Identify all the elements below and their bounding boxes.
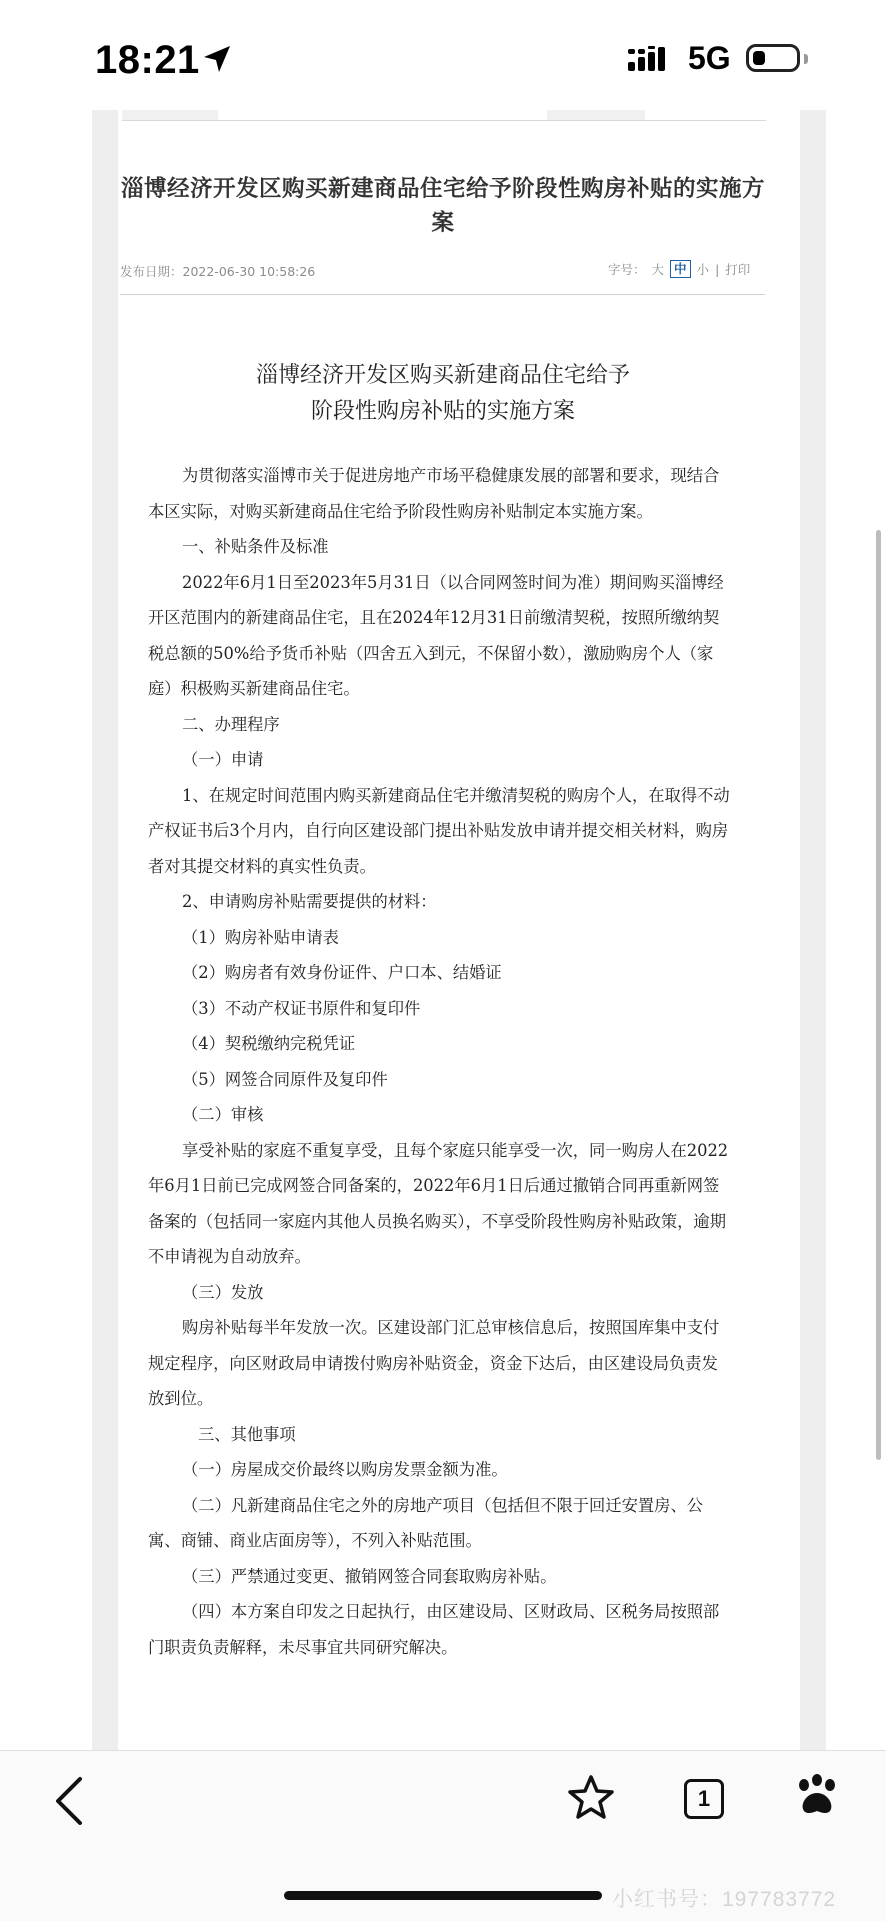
scrollbar[interactable] [876,530,881,1460]
nav-tab[interactable] [122,110,218,120]
font-size-controls [608,260,750,278]
subsection-heading: （二）审核 [182,1105,264,1124]
section-heading: 二、办理程序 [182,714,280,734]
paragraph: 为贯彻落实淄博市关于促进房地产市场平稳健康发展的部署和要求，现结合本区实际，对购买新建商品住宅给予阶段性购房补贴制定本实施方案。 [148,466,720,521]
chevron-left-icon[interactable] [52,1775,86,1827]
list-item: （1）购房补贴申请表 [182,927,339,947]
article-title-line: 阶段性购房补贴的实施方案 [310,399,575,424]
page-title: 淄博经济开发区购买新建商品住宅给予阶段性购房补贴的实施方案 [120,176,765,236]
tabs-button[interactable]: 1 [684,1779,724,1819]
watermark: 小红书号：197783772 [612,1888,837,1911]
signal-icon [628,46,674,72]
status-time: 18:21 [95,38,200,82]
font-size-label: 字号： [608,262,646,277]
list-item: （三）严禁通过变更、撤销网签合同套取购房补贴。 [182,1566,557,1586]
paragraph: 享受补贴的家庭不重复享受，且每个家庭只能享受一次，同一购房人在2022年6月1日前已完成网签合同备案的，2022年6月1日后通过撤销合同再重新网签备案的（包括同一家庭内其他人员换名购买），不享受阶段性购房补贴政策，逾期不申请视为自动放弃。 [148,1140,729,1266]
font-size-small-button[interactable]: 小 [696,262,710,277]
battery-tip [804,54,808,64]
subsection-heading: （一）申请 [182,750,264,769]
nav-tab[interactable] [547,110,645,120]
location-arrow-icon [202,44,232,74]
paragraph: 购房补贴每半年发放一次。区建设部门汇总审核信息后，按照国库集中支付规定程序，向区财政局申请拨付购房补贴资金，资金下达后，由区建设局负责发放到位。 [148,1318,720,1408]
list-item: （3）不动产权证书原件和复印件 [182,998,421,1018]
list-item: （2）购房者有效身份证件、户口本、结婚证 [182,963,502,982]
article-body [148,458,734,1665]
site-nav-strip [122,110,766,121]
browser-toolbar [0,1750,886,1921]
list-item: （5）网签合同原件及复印件 [182,1069,388,1089]
section-heading: 一、补贴条件及标准 [182,537,329,556]
paragraph: 1、在规定时间范围内购买新建商品住宅并缴清契税的购房个人，在取得不动产权证书后3个月内，自行向区建设部门提出补贴发放申请并提交相关材料，购房者对其提交材料的真实性负责。 [148,785,730,876]
divider [120,294,765,295]
publish-date: 发布日期：2022-06-30 10:58:26 [120,264,316,279]
font-size-large-button[interactable]: 大 [651,262,665,277]
section-heading: 三、其他事项 [198,1424,296,1444]
home-indicator[interactable] [284,1891,602,1900]
battery-icon [746,44,800,72]
print-button[interactable]: 打印 [725,262,751,277]
paragraph: 2022年6月1日至2023年5月31日（以合同网签时间为准）期间购买淄博经开区范围内的新建商品住宅，且在2024年12月31日前缴清契税，按照所缴纳契税总额的50%给予货币补贴（四舍五入到元，不保留小数），激励购房个人（家庭）积极购买新建商品住宅。 [148,572,724,698]
separator: | [715,261,720,277]
star-icon[interactable] [566,1773,616,1823]
status-bar [0,0,886,110]
font-size-medium-button[interactable]: 中 [670,260,691,278]
list-item: （二）凡新建商品住宅之外的房地产项目（包括但不限于回迁安置房、公寓、商铺、商业店面房等），不列入补贴范围。 [148,1495,704,1550]
paw-icon[interactable] [792,1771,842,1821]
paragraph: 2、申请购房补贴需要提供的材料： [182,892,437,911]
list-item: （四）本方案自印发之日起执行，由区建设局、区财政局、区税务局按照部门职责负责解释，未尽事宜共同研究解决。 [148,1602,720,1657]
article-title [118,358,768,430]
list-item: （一）房屋成交价最终以购房发票金额为准。 [182,1460,508,1479]
subsection-heading: （三）发放 [182,1282,264,1302]
article-title-line: 淄博经济开发区购买新建商品住宅给予 [255,363,630,388]
network-label: 5G [688,40,731,76]
list-item: （4）契税缴纳完税凭证 [182,1034,356,1053]
